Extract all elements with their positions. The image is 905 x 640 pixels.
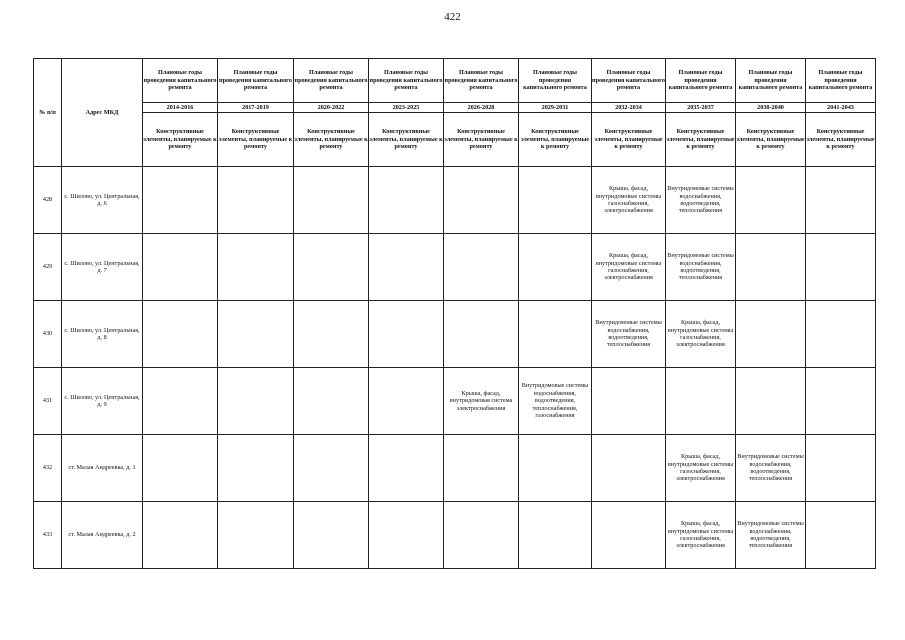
elements-header: Конструктивные элементы, планируемые к ремонту [218,113,294,167]
period-header: 2017-2019 [218,103,294,113]
work-cell [444,234,519,301]
work-cell [294,502,369,569]
row-number: 428 [34,167,62,234]
period-header: 2020-2022 [294,103,369,113]
work-cell [519,234,592,301]
work-cell [806,301,876,368]
elements-header: Конструктивные элементы, планируемые к ремонту [143,113,218,167]
work-cell [806,368,876,435]
work-cell [294,435,369,502]
planned-years-header: Плановые годы проведения капитального ремонта [806,59,876,103]
work-cell [736,167,806,234]
row-number: 433 [34,502,62,569]
planned-years-header: Плановые годы проведения капитального ремонта [444,59,519,103]
period-header: 2041-2043 [806,103,876,113]
work-cell: Внутридомовые системы водоснабжения, водоотведения, теплоснабжения [666,234,736,301]
period-header: 2035-2037 [666,103,736,113]
row-number: 430 [34,301,62,368]
work-cell [806,167,876,234]
work-cell: Крыша, фасад, внутридомовые системы газоснабжения, электроснабжения [592,167,666,234]
work-cell [369,167,444,234]
work-cell: Крыша, фасад, внутридомовые системы газоснабжения, электроснабжения [666,301,736,368]
work-cell [666,368,736,435]
period-header: 2026-2028 [444,103,519,113]
elements-header: Конструктивные элементы, планируемые к ремонту [369,113,444,167]
work-cell [143,435,218,502]
work-cell [218,301,294,368]
row-number: 431 [34,368,62,435]
work-cell: Внутридомовые системы водоснабжения, водоотведения, теплоснабжения [666,167,736,234]
work-cell [369,368,444,435]
elements-header: Конструктивные элементы, планируемые к ремонту [519,113,592,167]
work-cell [519,435,592,502]
work-cell [444,301,519,368]
work-cell [143,234,218,301]
work-cell: Крыша, фасад, внутридомовая система электроснабжения [444,368,519,435]
work-cell [806,502,876,569]
work-cell [444,502,519,569]
work-cell: Внутридомовые системы водоснабжения, водоотведения, теплоснабжения [736,435,806,502]
table-row [34,301,876,368]
work-cell [218,502,294,569]
work-cell [294,301,369,368]
work-cell [736,368,806,435]
row-address: с. Шилово, ул. Центральная, д. 7 [62,234,143,301]
planned-years-header: Плановые годы проведения капитального ремонта [592,59,666,103]
row-address: с. Шилово, ул. Центральная, д. 8 [62,301,143,368]
period-header: 2038-2040 [736,103,806,113]
table-row [34,435,876,502]
table-row [34,167,876,234]
work-cell [592,502,666,569]
capital-repair-plan-table [33,58,876,569]
planned-years-header: Плановые годы проведения капитального ремонта [519,59,592,103]
work-cell [806,234,876,301]
work-cell [444,167,519,234]
work-cell [369,502,444,569]
work-cell [218,368,294,435]
work-cell [294,167,369,234]
row-address: ст. Малая Андреевка, д. 2 [62,502,143,569]
planned-years-header: Плановые годы проведения капитального ремонта [143,59,218,103]
table-row [34,368,876,435]
table-row [34,234,876,301]
table-row [34,502,876,569]
row-address: с. Шилово, ул. Центральная, д. 9 [62,368,143,435]
work-cell [736,301,806,368]
address-column-header: Адрес МКД [62,59,143,167]
work-cell [592,435,666,502]
work-cell [143,301,218,368]
row-number: 432 [34,435,62,502]
work-cell [218,234,294,301]
period-header: 2032-2034 [592,103,666,113]
elements-header: Конструктивные элементы, планируемые к ремонту [592,113,666,167]
planned-years-header: Плановые годы проведения капитального ремонта [666,59,736,103]
work-cell: Крыша, фасад, внутридомовые системы газоснабжения, электроснабжения [592,234,666,301]
work-cell [369,234,444,301]
row-address: ст. Малая Андреевка, д. 1 [62,435,143,502]
number-column-header: № п/п [34,59,62,167]
elements-header: Конструктивные элементы, планируемые к ремонту [294,113,369,167]
work-cell [736,234,806,301]
work-cell: Внутридомовые системы водоснабжения, водоотведения, теплоснабжения, газоснабжения [519,368,592,435]
planned-years-header: Плановые годы проведения капитального ремонта [218,59,294,103]
work-cell [143,502,218,569]
work-cell: Внутридомовые системы водоснабжения, водоотведения, теплоснабжения [736,502,806,569]
work-cell [592,368,666,435]
elements-header: Конструктивные элементы, планируемые к ремонту [806,113,876,167]
work-cell [519,301,592,368]
planned-years-header: Плановые годы проведения капитального ремонта [736,59,806,103]
work-cell: Крыша, фасад, внутридомовые системы газоснабжения, электроснабжения [666,502,736,569]
work-cell [519,502,592,569]
elements-header: Конструктивные элементы, планируемые к ремонту [666,113,736,167]
elements-header: Конструктивные элементы, планируемые к ремонту [736,113,806,167]
work-cell: Крыша, фасад, внутридомовые системы газоснабжения, электроснабжения [666,435,736,502]
work-cell [806,435,876,502]
work-cell [218,435,294,502]
work-cell [369,301,444,368]
work-cell [143,368,218,435]
work-cell [294,368,369,435]
row-address: с. Шилово, ул. Центральная, д. 6 [62,167,143,234]
work-cell [294,234,369,301]
planned-years-header: Плановые годы проведения капитального ремонта [369,59,444,103]
elements-header: Конструктивные элементы, планируемые к ремонту [444,113,519,167]
work-cell [444,435,519,502]
work-cell [218,167,294,234]
period-header: 2029-2031 [519,103,592,113]
work-cell: Внутридомовые системы водоснабжения, водоотведения, теплоснабжения [592,301,666,368]
work-cell [519,167,592,234]
work-cell [369,435,444,502]
page-number: 422 [444,11,461,23]
work-cell [143,167,218,234]
planned-years-header: Плановые годы проведения капитального ремонта [294,59,369,103]
period-header: 2014-2016 [143,103,218,113]
row-number: 429 [34,234,62,301]
period-header: 2023-2025 [369,103,444,113]
